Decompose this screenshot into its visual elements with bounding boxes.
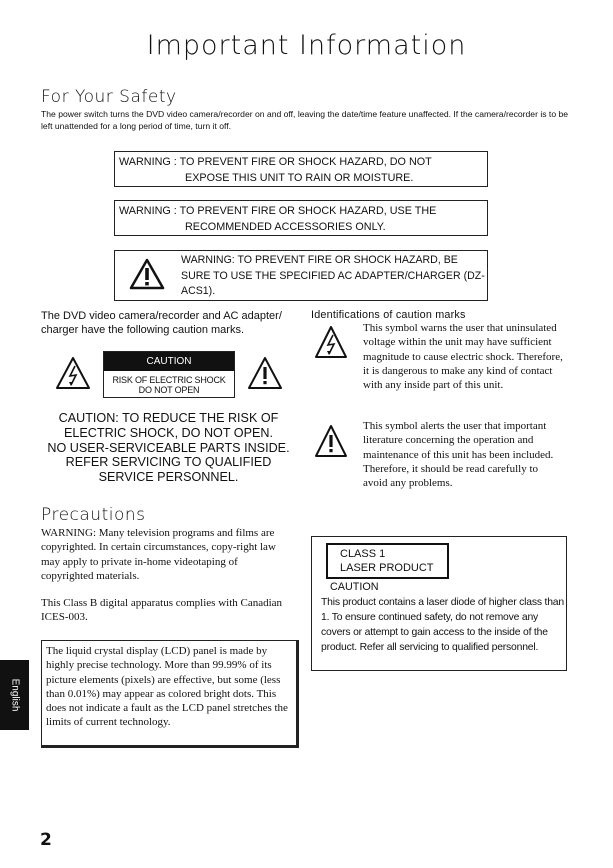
warning-1-line-1: WARNING : TO PREVENT FIRE OR SHOCK HAZARD, DO NOT xyxy=(119,156,432,168)
lightning-triangle-icon xyxy=(314,325,348,359)
exclamation-triangle-icon xyxy=(129,258,165,290)
language-tab xyxy=(0,660,29,730)
exclamation-triangle-icon xyxy=(314,424,348,458)
page-title: Important Information xyxy=(146,30,467,61)
caution-statement-line-4: REFER SERVICING TO QUALIFIED xyxy=(65,455,272,470)
lightning-triangle-icon xyxy=(55,356,91,390)
exclamation-triangle-icon xyxy=(247,356,283,390)
warning-box-2 xyxy=(114,200,488,236)
language-tab-label: English xyxy=(9,678,20,712)
identification-item-2: This symbol alerts the user that important literature concerning the operation and maintenance of this unit has been included. Therefore, it should be read carefully to avoid any problems. xyxy=(363,420,554,490)
warning-2-line-1: WARNING : TO PREVENT FIRE OR SHOCK HAZARD, USE THE xyxy=(119,205,437,217)
laser-text: This product contains a laser diode of higher class than 1. To ensure continued safety, do not remove any covers or attempt to gain access to the inside of the product. Refer all servicing to qualified personnel. xyxy=(321,597,564,653)
caution-label-title: CAUTION xyxy=(104,352,234,371)
precautions-warning-text: WARNING: Many television programs and films are copyrighted. In certain circumstances, copy-right law may apply to private in-home videotaping of copyrighted materials. xyxy=(41,527,276,582)
warning-2-line-2: RECOMMENDED ACCESSORIES ONLY. xyxy=(185,221,386,233)
caution-statement xyxy=(41,411,296,485)
laser-caution-label: CAUTION xyxy=(330,581,379,593)
identification-item-1: This symbol warns the user that uninsulated voltage within the unit may have sufficient magnitude to cause electric shock. Therefore, it is dangerous to make any kind of contact with any inside part of this unit. xyxy=(363,322,563,392)
caution-label-line-2: DO NOT OPEN xyxy=(138,385,200,395)
caution-label xyxy=(103,351,235,398)
lcd-notice-box xyxy=(41,640,299,748)
warning-box-3 xyxy=(114,250,488,301)
lcd-notice-text: The liquid crystal display (LCD) panel is made by highly precise technology. More than 99.99% of its picture elements (pixels) are effective, but some (less than 0.01%) may appear as colored bright dots. This does not indicate a fault as the LCD panel stretches the limits of current technology. xyxy=(46,645,288,729)
caution-statement-line-1: CAUTION: TO REDUCE THE RISK OF xyxy=(58,411,279,425)
warning-box-1 xyxy=(114,151,488,187)
safety-text: The power switch turns the DVD video camera/recorder on and off, leaving the date/time feature unaffected. If the camera/recorder is to be left unattended for a long period of time, turn it off. xyxy=(41,109,569,131)
caution-statement-line-5: SERVICE PERSONNEL. xyxy=(98,470,239,485)
precautions-heading: Precautions xyxy=(41,505,146,525)
identifications-heading: Identifications of caution marks xyxy=(311,309,466,321)
warning-3-text: WARNING: TO PREVENT FIRE OR SHOCK HAZARD, BE SURE TO USE THE SPECIFIED AC ADAPTER/CHARGER (DZ-ACS1). xyxy=(181,254,485,297)
laser-notice-box xyxy=(311,536,567,671)
page-number: 2 xyxy=(40,830,52,850)
caution-statement-line-3: NO USER-SERVICEABLE PARTS INSIDE. xyxy=(47,440,290,455)
class-b-text: This Class B digital apparatus complies with Canadian ICES-003. xyxy=(41,597,283,624)
laser-class-line-2: LASER PRODUCT xyxy=(340,562,434,574)
laser-class-label xyxy=(326,543,449,579)
caution-statement-line-2: ELECTRIC SHOCK, DO NOT OPEN. xyxy=(64,425,273,440)
laser-class-line-1: CLASS 1 xyxy=(340,548,386,560)
warning-1-line-2: EXPOSE THIS UNIT TO RAIN OR MOISTURE. xyxy=(185,172,414,184)
caution-marks-intro: The DVD video camera/recorder and AC adapter/ charger have the following caution marks. xyxy=(41,310,282,336)
safety-heading: For Your Safety xyxy=(41,87,177,107)
caution-label-line-1: RISK OF ELECTRIC SHOCK xyxy=(112,375,226,385)
